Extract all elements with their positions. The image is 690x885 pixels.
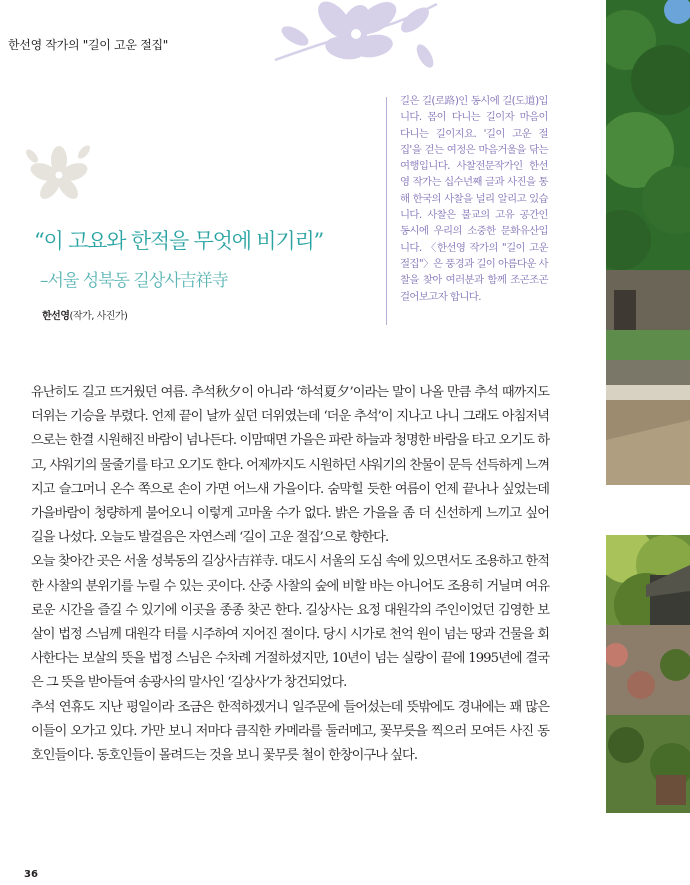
author-role: (작가, 사진가) [69, 311, 128, 322]
series-header: 한선영 작가의 "길이 고운 절집" [8, 38, 169, 52]
temple-photo-top [606, 0, 690, 485]
author-credit [42, 307, 127, 322]
intro-divider [386, 97, 387, 325]
body-paragraph: 추석 연휴도 지난 평일이라 조금은 한적하겠거니 일주문에 들어섰는데 뜻밖에도 경내에는 꽤 많은 이들이 오가고 있다. 가만 보니 저마다 큼직한 카메라를 둘러메고, 꽃무릇을 찍으러 모여든 사진 동호인들이다. 동호인들이 몰려드는 것을 보니 꽃무릇 철이 한창이구나 싶다. [31, 699, 549, 764]
body-paragraph: 유난히도 길고 뜨거웠던 여름. 추석秋夕이 아니라 ‘하석夏夕’이라는 말이 나올 만큼 추석 때까지도 더위는 기승을 부렸다. 언제 끝이 날까 싶던 더위였는데 ‘더운 추석’이 지나고 나니 그래도 아침저녁으로는 한결 시원해진 바람이 넘나든다. 이맘때면 가을은 파란 하늘과 청명한 바람을 타고 오기도 하고, 샤워기의 물줄기를 타고 오기도 한다. 어제까지도 시원하던 샤워기의 찬물이 문득 선득하게 느껴지고 슬그머니 온수 쪽으로 손이 가면 어느새 가을이다. 숨막힐 듯한 여름이 언제 끝나나 싶었는데 가을바람이 청량하게 불어오니 이렇게 고마울 수가 없다. 밝은 가을을 좀 더 신선하게 느끼고 싶어 길을 나섰다. 오늘도 발걸음은 자연스레 ‘길이 고운 절집’으로 향한다. [31, 385, 549, 546]
flower-ornament-icon [24, 142, 94, 204]
article-body [31, 381, 549, 768]
author-name: 한선영 [42, 311, 70, 322]
intro-text: 길은 길(로路)인 동시에 길(도道)입니다. 몸이 다니는 길이자 마음이 다니는 길이지요. '길이 고운 절집'을 걷는 여정은 마음거울을 닦는 여행입니다. 사찰전문작가인 한선영 작가는 십수년째 글과 사진을 통해 한국의 사찰을 널리 알리고 있습니다. 사찰은 불교의 고유 공간인 동시에 우리의 소중한 문화유산입니다. 〈한선영 작가의 "길이 고운 절집"〉은 풍경과 길이 아름다운 사찰을 찾아 여러분과 함께 조곤조곤 걸어보고자 합니다. [400, 95, 548, 303]
temple-photo-bottom [606, 535, 690, 813]
article-subtitle: –서울 성북동 길상사吉祥寺 [40, 271, 228, 291]
page-number: 36 [24, 869, 38, 880]
flower-ornament-icon [265, 0, 445, 80]
body-paragraph: 오늘 찾아간 곳은 서울 성북동의 길상사吉祥寺. 대도시 서울의 도심 속에 있으면서도 조용하고 한적한 사찰의 분위기를 누릴 수 있는 곳이다. 산중 사찰의 숲에 비할 바는 아니어도 조용히 거닐며 여유로운 시간을 즐길 수 있기에 이곳을 종종 찾곤 한다. 길상사는 요정 대원각의 주인이었던 김영한 보살이 법정 스님께 대원각 터를 시주하여 지어진 절이다. 당시 시가로 천억 원이 넘는 땅과 건물을 회사한다는 보살의 뜻을 법정 스님은 수차례 거절하셨지만, 10년이 넘는 실랑이 끝에 1995년에 결국은 그 뜻을 받아들여 송광사의 말사인 ‘길상사’가 창건되었다. [31, 554, 549, 691]
article-title: “이 고요와 한적을 무엇에 비기리” [34, 229, 324, 253]
